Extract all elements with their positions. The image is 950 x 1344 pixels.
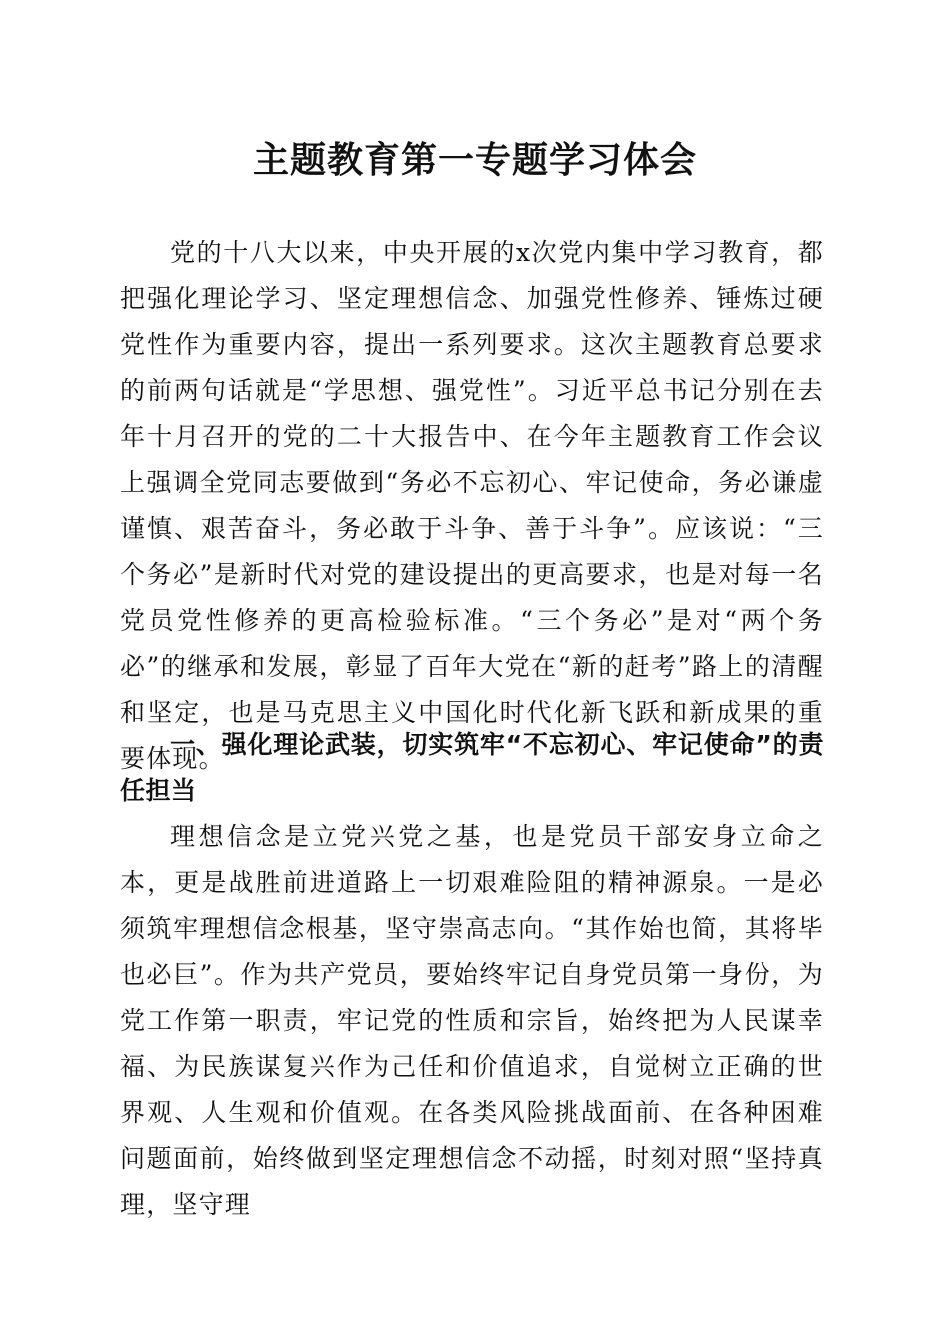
section-1-paragraph: 理想信念是立党兴党之基，也是党员干部安身立命之本，更是战胜前进道路上一切艰难险阻的精神源泉。一是必须筑牢理想信念根基，坚守崇高志向。“其作始也简，其将毕也必巨”。作为共产党员，要始终牢记自身党员第一身份，为党工作第一职责，牢记党的性质和宗旨，始终把为人民谋幸福、为民族谋复兴作为己任和价值追求，自觉树立正确的世界观、人生观和价值观。在各类风险挑战面前、在各种困难问题面前，始终做到坚定理想信念不动摇，时刻对照“坚持真理，坚守理	[120, 822, 824, 1219]
document-title: 主题教育第一专题学习体会	[252, 139, 697, 181]
intro-paragraph: 党的十八大以来，中央开展的x次党内集中学习教育，都把强化理论学习、坚定理想信念、加强党性修养、锤炼过硬党性作为重要内容，提出一系列要求。这次主题教育总要求的前两句话就是“学思想、强党性”。习近平总书记分别在去年十月召开的党的二十大报告中、在今年主题教育工作会议上强调全党同志要做到“务必不忘初心、牢记使命，务必谦虚谨慎、艰苦奋斗，务必敢于斗争、善于斗争”。应该说：“三个务必”是新时代对党的建设提出的更高要求，也是对每一名党员党性修养的更高检验标准。“三个务必”是对“两个务必”的继承和发展，彰显了百年大党在“新的赶考”路上的清醒和坚定，也是马克思主义中国化时代化新飞跃和新成果的重要体现。	[120, 238, 824, 773]
section-heading-1: 一、强化理论武装，切实筑牢“不忘初心、牢记使命”的责任担当	[120, 730, 824, 805]
